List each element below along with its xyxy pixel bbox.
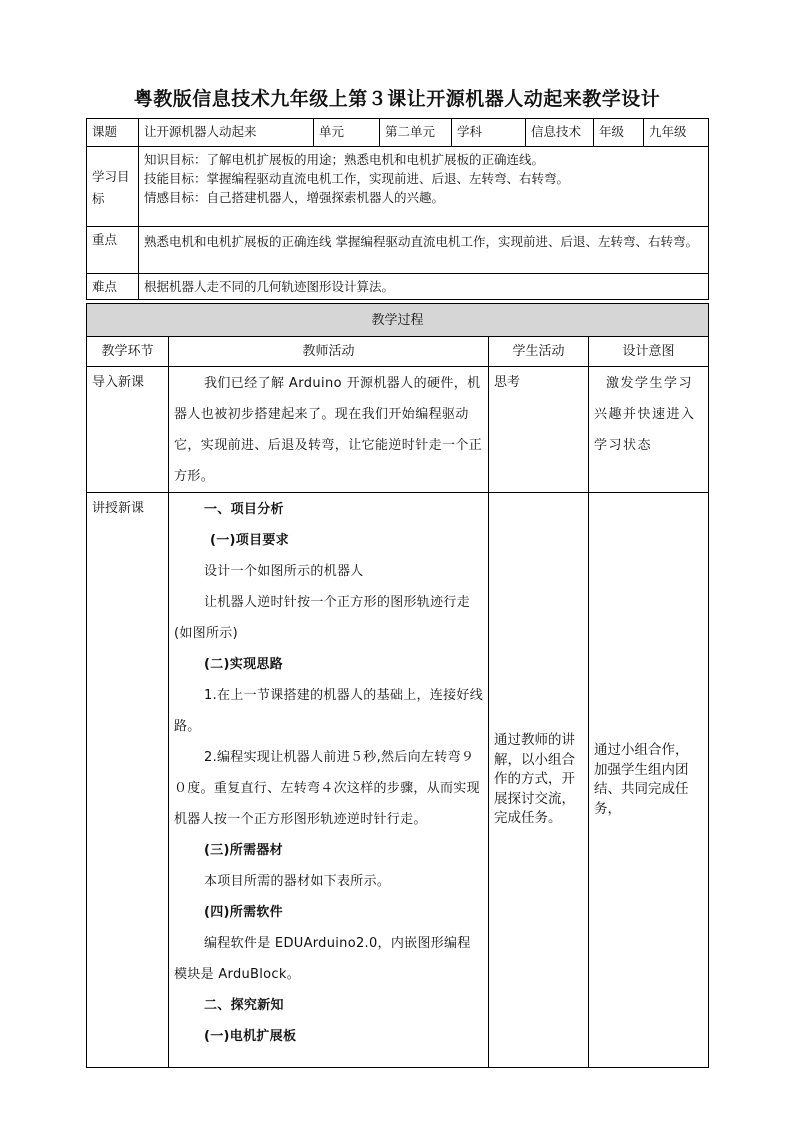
intro-stage: 导入新课: [87, 367, 169, 493]
lecture-student: 通过教师的讲 解，以小组合 作的方式，开 展探讨交流， 完成任务。: [489, 493, 589, 1068]
requirement-1: 设计一个如图所示的机器人: [204, 564, 364, 579]
header-teacher: 教师活动: [169, 337, 489, 367]
lecture-teacher: [169, 493, 489, 1068]
sub-implementation-ideas: (二)实现思路: [204, 657, 283, 672]
subject-value: 信息技术: [526, 119, 594, 147]
topic-label: 课题: [87, 119, 139, 147]
equipment-text: 本项目所需的器材如下表所示。: [204, 874, 391, 889]
process-header-row: [87, 337, 709, 367]
topic-row: [87, 119, 709, 147]
teaching-process-table: [86, 303, 709, 1068]
header-intent: 设计意图: [589, 337, 709, 367]
key-points-label: 重点: [87, 227, 139, 274]
difficulties-row: [87, 274, 709, 300]
objectives-row: [87, 147, 709, 227]
sub-equipment: (三)所需器材: [204, 843, 283, 858]
lesson-info-table: [86, 118, 709, 300]
key-points-row: [87, 227, 709, 274]
intro-intent: 激发学生学习兴趣并快速进入学习状态: [589, 367, 709, 493]
process-title: 教学过程: [87, 304, 709, 337]
header-student: 学生活动: [489, 337, 589, 367]
difficulties-label: 难点: [87, 274, 139, 300]
section-explore: 二、探究新知: [204, 998, 284, 1013]
intro-row: [87, 367, 709, 493]
difficulties-text: 根据机器人走不同的几何轨迹图形设计算法。: [139, 274, 709, 300]
subject-label: 学科: [452, 119, 526, 147]
header-stage: 教学环节: [87, 337, 169, 367]
grade-label: 年级: [594, 119, 644, 147]
grade-value: 九年级: [644, 119, 709, 147]
idea-1: 1.在上一节课搭建的机器人的基础上，连接好线路。: [174, 688, 484, 734]
software-text: 编程软件是 EDUArduino2.0，内嵌图形编程模块是 ArduBlock。: [174, 936, 471, 982]
lecture-stage: 讲授新课: [87, 493, 169, 1068]
intro-teacher: 我们已经了解 Arduino 开源机器人的硬件，机器人也被初步搭建起来了。现在我们开始编程驱动它，实现前进、后退及转弯，让它能逆时针走一个正方形。: [169, 367, 489, 493]
section-project-analysis: 一、项目分析: [204, 502, 284, 517]
sub-software: (四)所需软件: [204, 905, 283, 920]
intro-student: 思考: [489, 367, 589, 493]
knowledge-objective: 知识目标：了解电机扩展板的用途；熟悉电机和电机扩展板的正确连线。: [144, 152, 545, 167]
lecture-row: [87, 493, 709, 1068]
lecture-intent: 通过小组合作， 加强学生组内团 结、共同完成任 务，: [589, 493, 709, 1068]
emotion-objective: 情感目标：自己搭建机器人，增强探索机器人的兴趣。: [144, 190, 445, 205]
key-points-text: 熟悉电机和电机扩展板的正确连线 掌握编程驱动直流电机工作，实现前进、后退、左转弯、右转弯。: [139, 227, 709, 274]
page-title: 粤教版信息技术九年级上第３课让开源机器人动起来教学设计: [133, 88, 661, 110]
unit-value: 第二单元: [380, 119, 452, 147]
sub-motor-board: (一)电机扩展板: [204, 1029, 297, 1044]
idea-2: 2.编程实现让机器人前进５秒,然后向左转弯９０度。重复直行、左转弯４次这样的步骤，从而实现机器人按一个正方形图形轨迹逆时针行走。: [174, 750, 480, 827]
process-title-row: [87, 304, 709, 337]
skill-objective: 技能目标：掌握编程驱动直流电机工作，实现前进、后退、左转弯、右转弯。: [144, 171, 570, 186]
requirement-2: 让机器人逆时针按一个正方形的图形轨迹行走(如图所示): [174, 595, 471, 641]
objectives-label: 学习目标: [87, 147, 139, 227]
topic-value: 让开源机器人动起来: [139, 119, 314, 147]
objectives-content: [139, 147, 709, 227]
sub-project-requirements: (一)项目要求: [210, 533, 289, 548]
unit-label: 单元: [314, 119, 380, 147]
